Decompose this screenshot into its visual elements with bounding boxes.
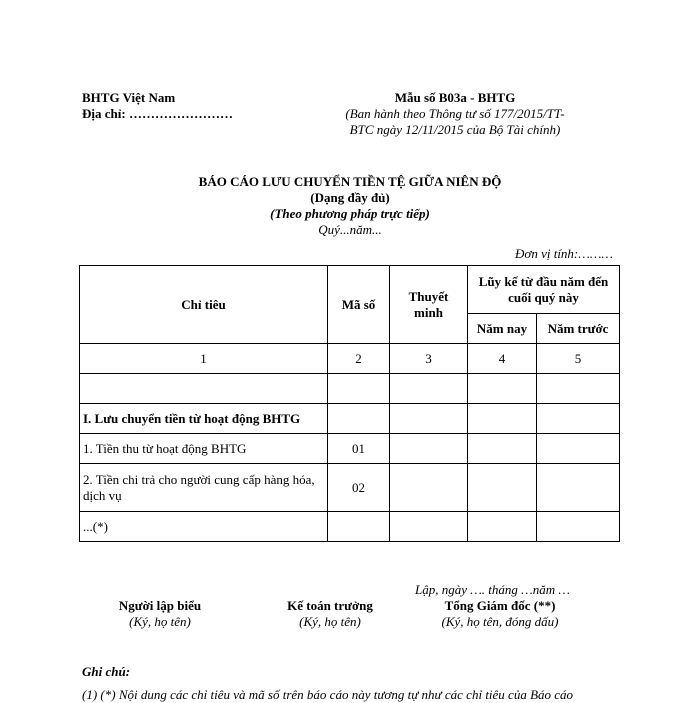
row-note: [390, 464, 468, 512]
unit-of-measure: Đơn vị tính:………: [515, 246, 613, 261]
row-code: [328, 404, 390, 434]
table-row: [80, 464, 620, 512]
organization-name: BHTG Việt Nam: [82, 90, 176, 105]
row-last-year: [537, 374, 620, 404]
row-note: [390, 404, 468, 434]
chief-accountant-title: Kế toán trưởng: [287, 598, 373, 613]
form-code: Mẫu số B03a - BHTG: [394, 90, 516, 105]
report-period: Quý...năm...: [318, 222, 382, 237]
report-title: BÁO CÁO LƯU CHUYỂN TIỀN TỆ GIỮA NIÊN ĐỘ: [198, 174, 502, 189]
row-this-year: [468, 374, 537, 404]
row-last-year: [537, 404, 620, 434]
row-last-year: [537, 512, 620, 542]
table-row: [80, 512, 620, 542]
note-line-1: (1) (*) Nội dung các chỉ tiêu và mã số trên báo cáo này tương tự như các chỉ tiêu của Báo cáo: [82, 687, 574, 702]
notes-heading: Ghi chú:: [82, 664, 131, 679]
header-code: Mã số: [328, 266, 390, 344]
preparer-signature-note: (Ký, họ tên): [129, 614, 191, 629]
row-last-year: [537, 434, 620, 464]
column-number: 3: [390, 344, 468, 374]
report-subtitle-method: (Theo phương pháp trực tiếp): [270, 206, 430, 221]
column-number: 5: [537, 344, 620, 374]
organization-address: Địa chỉ: ……………………: [82, 106, 233, 121]
row-this-year: [468, 404, 537, 434]
row-code: 02: [328, 464, 390, 512]
row-code: [328, 374, 390, 404]
signing-date-line: Lập, ngày …. tháng …năm …: [415, 582, 570, 597]
table-row: [80, 404, 620, 434]
row-code: [328, 512, 390, 542]
header-cumulative: Lũy kế từ đầu năm đến cuối quý này: [468, 266, 620, 314]
form-basis-line-1: (Ban hành theo Thông tư số 177/2015/TT-: [345, 106, 565, 121]
director-title: Tổng Giám đốc (**): [444, 598, 556, 613]
column-number: 1: [80, 344, 328, 374]
form-basis-line-2: BTC ngày 12/11/2015 của Bộ Tài chính): [349, 122, 561, 137]
row-note: [390, 434, 468, 464]
header-this-year: Năm nay: [468, 314, 537, 344]
column-number: 2: [328, 344, 390, 374]
row-this-year: [468, 512, 537, 542]
row-this-year: [468, 434, 537, 464]
table-row: [80, 434, 620, 464]
chief-accountant-signature-note: (Ký, họ tên): [299, 614, 361, 629]
column-number: 4: [468, 344, 537, 374]
header-note: Thuyết minh: [390, 266, 468, 344]
cash-flow-table: [79, 265, 620, 542]
column-number-row: [80, 344, 620, 374]
row-item: 2. Tiền chi trả cho người cung cấp hàng hóa, dịch vụ: [80, 464, 328, 512]
row-last-year: [537, 464, 620, 512]
preparer-title: Người lập biểu: [118, 598, 202, 613]
row-item: I. Lưu chuyển tiền từ hoạt động BHTG: [80, 404, 328, 434]
row-item: 1. Tiền thu từ hoạt động BHTG: [80, 434, 328, 464]
row-item: ...(*): [80, 512, 328, 542]
row-code: 01: [328, 434, 390, 464]
row-note: [390, 374, 468, 404]
report-subtitle-form: (Dạng đầy đủ): [310, 190, 390, 205]
row-this-year: [468, 464, 537, 512]
row-item: [80, 374, 328, 404]
header-item: Chỉ tiêu: [80, 266, 328, 344]
table-row: [80, 374, 620, 404]
row-note: [390, 512, 468, 542]
header-last-year: Năm trước: [537, 314, 620, 344]
director-signature-note: (Ký, họ tên, đóng dấu): [441, 614, 559, 629]
